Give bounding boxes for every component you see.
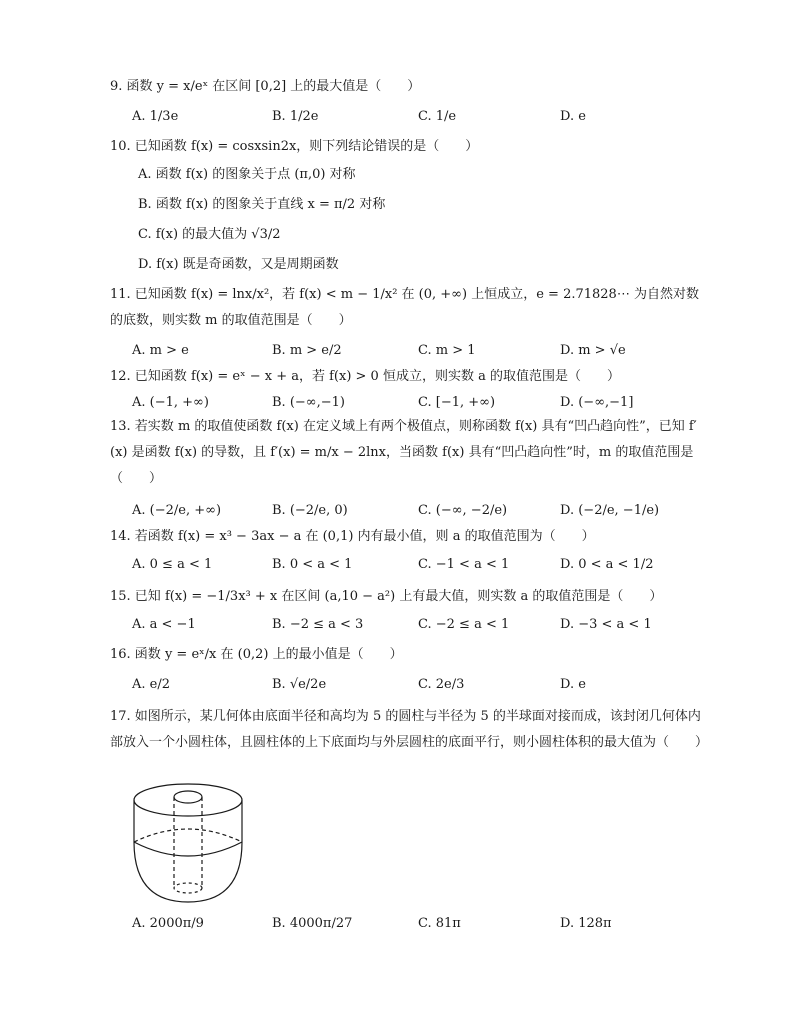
question-12 — [110, 364, 710, 416]
option-c[interactable]: C. f(x) 的最大值为 √3/2 — [138, 227, 281, 242]
question-17 — [110, 704, 710, 756]
option-d[interactable]: D. 0 < a < 1/2 — [560, 557, 654, 572]
question-stem: 11. 已知函数 f(x) = lnx/x²，若 f(x) < m − 1/x² 在 (0, +∞) 上恒成立，e = 2.71828⋯ 为自然对数的底数，则实数 m 的取值范围是（ ） — [110, 287, 699, 328]
options-row — [110, 390, 710, 416]
options-row — [110, 916, 710, 942]
options-row — [110, 672, 710, 698]
option-c[interactable]: C. 81π — [418, 916, 461, 931]
option-d[interactable]: D. f(x) 既是奇函数，又是周期函数 — [138, 257, 339, 272]
option-a[interactable]: A. 函数 f(x) 的图象关于点 (π,0) 对称 — [138, 167, 356, 182]
option-c[interactable]: C. 1/e — [418, 109, 457, 124]
question-15 — [110, 584, 710, 638]
hemisphere-arc — [134, 842, 242, 902]
option-b[interactable]: B. 1/2e — [272, 109, 319, 124]
option-a[interactable]: A. 1/3e — [132, 109, 179, 124]
option-c[interactable]: C. [−1, +∞) — [418, 395, 496, 410]
option-d[interactable]: D. e — [560, 677, 586, 692]
question-stem: 12. 已知函数 f(x) = eˣ − x + a，若 f(x) > 0 恒成立，则实数 a 的取值范围是（ ） — [110, 369, 620, 384]
options-row — [110, 338, 710, 364]
option-b[interactable]: B. √e/2e — [272, 677, 327, 692]
options-row — [110, 552, 710, 578]
options-row — [110, 104, 710, 130]
question-stem: 16. 函数 y = eˣ/x 在 (0,2) 上的最小值是（ ） — [110, 647, 403, 662]
option-d[interactable]: D. (−2/e, −1/e) — [560, 503, 660, 518]
option-d[interactable]: D. e — [560, 109, 586, 124]
cylinder-hemisphere-diagram — [128, 770, 258, 905]
question-stem: 9. 函数 y = x/eˣ 在区间 [0,2] 上的最大值是（ ） — [110, 79, 421, 94]
question-16 — [110, 642, 710, 698]
outer-top-ellipse — [134, 784, 242, 816]
geometry-figure — [128, 770, 258, 905]
option-c[interactable]: C. −1 < a < 1 — [418, 557, 510, 572]
options-row — [110, 498, 710, 524]
question-11 — [110, 282, 710, 364]
options-row — [110, 612, 710, 638]
question-stem: 14. 若函数 f(x) = x³ − 3ax − a 在 (0,1) 内有最小值，则 a 的取值范围为（ ） — [110, 529, 595, 544]
option-c[interactable]: C. −2 ≤ a < 1 — [418, 617, 510, 632]
option-a[interactable]: A. a < −1 — [132, 617, 196, 632]
option-b[interactable]: B. m > e/2 — [272, 343, 342, 358]
junction-ellipse-back — [134, 829, 242, 842]
question-stem: 17. 如图所示，某几何体由底面半径和高均为 5 的圆柱与半径为 5 的半球面对接而成，该封闭几何体内部放入一个小圆柱体，且圆柱体的上下底面均与外层圆柱的底面平行，则小圆柱体积的最大值为（ ） — [110, 709, 709, 750]
question-13 — [110, 414, 710, 524]
option-b[interactable]: B. 0 < a < 1 — [272, 557, 353, 572]
option-a[interactable]: A. e/2 — [132, 677, 170, 692]
option-a[interactable]: A. m > e — [132, 343, 189, 358]
option-c[interactable]: C. 2e/3 — [418, 677, 465, 692]
option-d[interactable]: D. −3 < a < 1 — [560, 617, 652, 632]
question-stem: 15. 已知 f(x) = −1/3x³ + x 在区间 (a,10 − a²) 上有最大值，则实数 a 的取值范围是（ ） — [110, 589, 663, 604]
option-b[interactable]: B. (−2/e, 0) — [272, 503, 348, 518]
question-10 — [110, 134, 710, 280]
inner-bottom-ellipse — [174, 883, 202, 893]
inner-top-ellipse — [174, 791, 202, 803]
option-b[interactable]: B. (−∞,−1) — [272, 395, 345, 410]
question-9 — [110, 74, 710, 130]
option-c[interactable]: C. m > 1 — [418, 343, 476, 358]
question-14 — [110, 524, 710, 578]
option-d[interactable]: D. 128π — [560, 916, 612, 931]
option-d[interactable]: D. m > √e — [560, 343, 626, 358]
option-b[interactable]: B. 4000π/27 — [272, 916, 353, 931]
question-stem: 13. 若实数 m 的取值使函数 f(x) 在定义域上有两个极值点，则称函数 f(x) 具有“凹凸趋向性”，已知 f′(x) 是函数 f(x) 的导数，且 f′(x) = m/x − 2lnx，当函数 f(x) 具有“凹凸趋向性”时，m 的取值范围是（ ） — [110, 419, 697, 486]
question-stem: 10. 已知函数 f(x) = cosxsin2x，则下列结论错误的是（ ） — [110, 139, 479, 154]
option-a[interactable]: A. 2000π/9 — [132, 916, 204, 931]
option-a[interactable]: A. 0 ≤ a < 1 — [132, 557, 213, 572]
option-d[interactable]: D. (−∞,−1] — [560, 395, 634, 410]
option-b[interactable]: B. −2 ≤ a < 3 — [272, 617, 364, 632]
option-a[interactable]: A. (−1, +∞) — [132, 395, 209, 410]
option-c[interactable]: C. (−∞, −2/e) — [418, 503, 508, 518]
option-a[interactable]: A. (−2/e, +∞) — [132, 503, 222, 518]
junction-ellipse-front — [134, 842, 242, 856]
option-b[interactable]: B. 函数 f(x) 的图象关于直线 x = π/2 对称 — [138, 197, 386, 212]
